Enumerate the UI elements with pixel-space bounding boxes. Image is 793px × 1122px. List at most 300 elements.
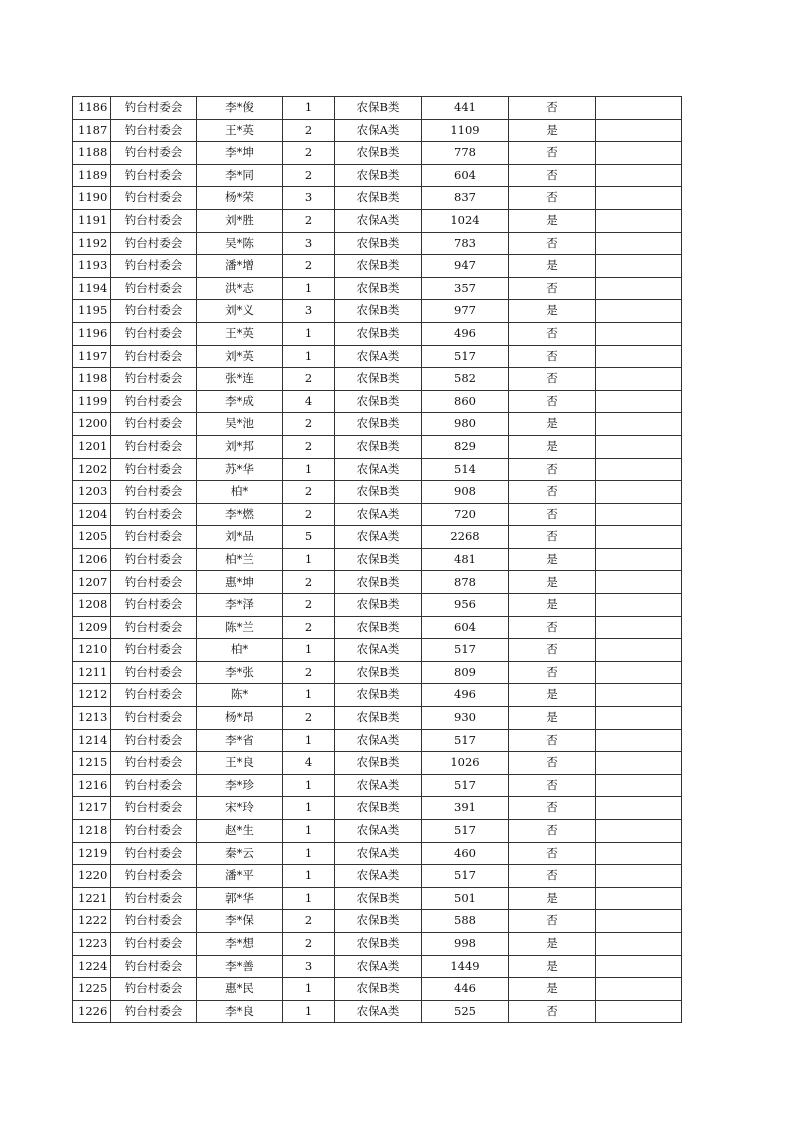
flag-cell: 是 (509, 707, 596, 730)
committee-cell: 钓台村委会 (111, 752, 197, 775)
blank-cell (596, 187, 682, 210)
household-size-cell: 1 (283, 1000, 335, 1023)
table-row (73, 503, 682, 526)
insurance-type-cell: 农保B类 (335, 232, 422, 255)
row-number-cell: 1217 (73, 797, 111, 820)
flag-cell: 否 (509, 142, 596, 165)
flag-cell: 否 (509, 639, 596, 662)
blank-cell (596, 616, 682, 639)
name-cell: 惠*坤 (197, 571, 283, 594)
household-size-cell: 1 (283, 345, 335, 368)
blank-cell (596, 481, 682, 504)
blank-cell (596, 865, 682, 888)
flag-cell: 否 (509, 390, 596, 413)
row-number-cell: 1206 (73, 548, 111, 571)
insurance-type-cell: 农保B类 (335, 481, 422, 504)
row-number-cell: 1207 (73, 571, 111, 594)
amount-cell: 582 (422, 368, 509, 391)
row-number-cell: 1220 (73, 865, 111, 888)
table-row (73, 571, 682, 594)
table-row (73, 1000, 682, 1023)
committee-cell: 钓台村委会 (111, 797, 197, 820)
name-cell: 王*英 (197, 322, 283, 345)
name-cell: 潘*平 (197, 865, 283, 888)
household-size-cell: 2 (283, 481, 335, 504)
insurance-type-cell: 农保B类 (335, 932, 422, 955)
household-size-cell: 2 (283, 571, 335, 594)
committee-cell: 钓台村委会 (111, 571, 197, 594)
insurance-type-cell: 农保A类 (335, 526, 422, 549)
amount-cell: 930 (422, 707, 509, 730)
household-size-cell: 3 (283, 232, 335, 255)
household-size-cell: 1 (283, 820, 335, 843)
flag-cell: 否 (509, 752, 596, 775)
name-cell: 惠*民 (197, 978, 283, 1001)
amount-cell: 391 (422, 797, 509, 820)
name-cell: 洪*志 (197, 277, 283, 300)
blank-cell (596, 797, 682, 820)
blank-cell (596, 526, 682, 549)
name-cell: 李*珍 (197, 774, 283, 797)
insurance-type-cell: 农保B类 (335, 684, 422, 707)
committee-cell: 钓台村委会 (111, 300, 197, 323)
row-number-cell: 1213 (73, 707, 111, 730)
blank-cell (596, 932, 682, 955)
amount-cell: 517 (422, 774, 509, 797)
household-size-cell: 2 (283, 707, 335, 730)
flag-cell: 是 (509, 255, 596, 278)
name-cell: 陈*兰 (197, 616, 283, 639)
insurance-type-cell: 农保A类 (335, 639, 422, 662)
blank-cell (596, 594, 682, 617)
amount-cell: 809 (422, 661, 509, 684)
committee-cell: 钓台村委会 (111, 842, 197, 865)
flag-cell: 是 (509, 571, 596, 594)
row-number-cell: 1210 (73, 639, 111, 662)
insurance-type-cell: 农保B类 (335, 187, 422, 210)
table-row (73, 526, 682, 549)
household-size-cell: 2 (283, 209, 335, 232)
household-size-cell: 3 (283, 300, 335, 323)
blank-cell (596, 1000, 682, 1023)
row-number-cell: 1187 (73, 119, 111, 142)
table-row (73, 142, 682, 165)
insurance-type-cell: 农保B类 (335, 413, 422, 436)
committee-cell: 钓台村委会 (111, 164, 197, 187)
amount-cell: 778 (422, 142, 509, 165)
row-number-cell: 1194 (73, 277, 111, 300)
flag-cell: 是 (509, 594, 596, 617)
name-cell: 杨*昂 (197, 707, 283, 730)
blank-cell (596, 707, 682, 730)
row-number-cell: 1222 (73, 910, 111, 933)
blank-cell (596, 390, 682, 413)
blank-cell (596, 119, 682, 142)
insurance-type-cell: 农保B类 (335, 255, 422, 278)
flag-cell: 是 (509, 435, 596, 458)
row-number-cell: 1189 (73, 164, 111, 187)
table-row (73, 594, 682, 617)
amount-cell: 860 (422, 390, 509, 413)
table-row (73, 707, 682, 730)
flag-cell: 否 (509, 797, 596, 820)
name-cell: 杨*荣 (197, 187, 283, 210)
flag-cell: 是 (509, 684, 596, 707)
household-size-cell: 3 (283, 955, 335, 978)
blank-cell (596, 955, 682, 978)
name-cell: 王*良 (197, 752, 283, 775)
table-row (73, 413, 682, 436)
row-number-cell: 1221 (73, 887, 111, 910)
committee-cell: 钓台村委会 (111, 481, 197, 504)
committee-cell: 钓台村委会 (111, 458, 197, 481)
table-row (73, 842, 682, 865)
flag-cell: 否 (509, 729, 596, 752)
household-size-cell: 1 (283, 548, 335, 571)
committee-cell: 钓台村委会 (111, 1000, 197, 1023)
household-size-cell: 1 (283, 322, 335, 345)
committee-cell: 钓台村委会 (111, 774, 197, 797)
name-cell: 李*张 (197, 661, 283, 684)
row-number-cell: 1198 (73, 368, 111, 391)
name-cell: 刘*英 (197, 345, 283, 368)
flag-cell: 否 (509, 164, 596, 187)
household-size-cell: 2 (283, 413, 335, 436)
amount-cell: 878 (422, 571, 509, 594)
insurance-type-cell: 农保B类 (335, 277, 422, 300)
blank-cell (596, 887, 682, 910)
table-row (73, 865, 682, 888)
row-number-cell: 1192 (73, 232, 111, 255)
amount-cell: 517 (422, 729, 509, 752)
name-cell: 秦*云 (197, 842, 283, 865)
name-cell: 李*燃 (197, 503, 283, 526)
name-cell: 李*坤 (197, 142, 283, 165)
blank-cell (596, 978, 682, 1001)
row-number-cell: 1215 (73, 752, 111, 775)
committee-cell: 钓台村委会 (111, 616, 197, 639)
household-size-cell: 2 (283, 594, 335, 617)
household-size-cell: 1 (283, 865, 335, 888)
blank-cell (596, 661, 682, 684)
name-cell: 李*省 (197, 729, 283, 752)
amount-cell: 2268 (422, 526, 509, 549)
household-size-cell: 4 (283, 752, 335, 775)
table-row (73, 752, 682, 775)
household-size-cell: 1 (283, 797, 335, 820)
household-size-cell: 2 (283, 255, 335, 278)
name-cell: 赵*生 (197, 820, 283, 843)
committee-cell: 钓台村委会 (111, 865, 197, 888)
blank-cell (596, 774, 682, 797)
row-number-cell: 1190 (73, 187, 111, 210)
blank-cell (596, 571, 682, 594)
row-number-cell: 1225 (73, 978, 111, 1001)
blank-cell (596, 842, 682, 865)
insurance-type-cell: 农保A类 (335, 119, 422, 142)
insurance-type-cell: 农保B类 (335, 164, 422, 187)
table-row (73, 322, 682, 345)
amount-cell: 501 (422, 887, 509, 910)
committee-cell: 钓台村委会 (111, 729, 197, 752)
amount-cell: 496 (422, 322, 509, 345)
row-number-cell: 1218 (73, 820, 111, 843)
amount-cell: 908 (422, 481, 509, 504)
name-cell: 柏* (197, 481, 283, 504)
row-number-cell: 1186 (73, 97, 111, 120)
amount-cell: 525 (422, 1000, 509, 1023)
table-row (73, 232, 682, 255)
committee-cell: 钓台村委会 (111, 887, 197, 910)
name-cell: 李*泽 (197, 594, 283, 617)
amount-cell: 481 (422, 548, 509, 571)
household-size-cell: 1 (283, 97, 335, 120)
household-size-cell: 2 (283, 661, 335, 684)
name-cell: 郭*华 (197, 887, 283, 910)
insurance-type-cell: 农保B类 (335, 707, 422, 730)
row-number-cell: 1224 (73, 955, 111, 978)
amount-cell: 604 (422, 616, 509, 639)
table-row (73, 820, 682, 843)
row-number-cell: 1195 (73, 300, 111, 323)
name-cell: 李*保 (197, 910, 283, 933)
amount-cell: 517 (422, 820, 509, 843)
committee-cell: 钓台村委会 (111, 209, 197, 232)
committee-cell: 钓台村委会 (111, 232, 197, 255)
blank-cell (596, 322, 682, 345)
insurance-type-cell: 农保B类 (335, 142, 422, 165)
amount-cell: 446 (422, 978, 509, 1001)
blank-cell (596, 820, 682, 843)
committee-cell: 钓台村委会 (111, 97, 197, 120)
flag-cell: 是 (509, 119, 596, 142)
household-size-cell: 4 (283, 390, 335, 413)
amount-cell: 720 (422, 503, 509, 526)
committee-cell: 钓台村委会 (111, 413, 197, 436)
household-size-cell: 1 (283, 842, 335, 865)
committee-cell: 钓台村委会 (111, 932, 197, 955)
amount-cell: 1024 (422, 209, 509, 232)
insurance-type-cell: 农保A类 (335, 774, 422, 797)
amount-cell: 441 (422, 97, 509, 120)
table-row (73, 978, 682, 1001)
blank-cell (596, 142, 682, 165)
table-row (73, 345, 682, 368)
committee-cell: 钓台村委会 (111, 503, 197, 526)
name-cell: 张*连 (197, 368, 283, 391)
household-size-cell: 2 (283, 435, 335, 458)
flag-cell: 否 (509, 322, 596, 345)
committee-cell: 钓台村委会 (111, 548, 197, 571)
table-row (73, 639, 682, 662)
household-size-cell: 2 (283, 142, 335, 165)
insurance-type-cell: 农保B类 (335, 616, 422, 639)
name-cell: 刘*品 (197, 526, 283, 549)
insurance-type-cell: 农保B类 (335, 887, 422, 910)
table-row (73, 97, 682, 120)
flag-cell: 否 (509, 842, 596, 865)
amount-cell: 980 (422, 413, 509, 436)
row-number-cell: 1191 (73, 209, 111, 232)
flag-cell: 否 (509, 503, 596, 526)
row-number-cell: 1216 (73, 774, 111, 797)
household-size-cell: 2 (283, 164, 335, 187)
insurance-type-cell: 农保B类 (335, 910, 422, 933)
flag-cell: 否 (509, 481, 596, 504)
table-row (73, 209, 682, 232)
flag-cell: 否 (509, 187, 596, 210)
table-row (73, 368, 682, 391)
household-size-cell: 2 (283, 503, 335, 526)
insurance-type-cell: 农保B类 (335, 752, 422, 775)
table-row (73, 164, 682, 187)
table-row (73, 932, 682, 955)
household-size-cell: 2 (283, 932, 335, 955)
committee-cell: 钓台村委会 (111, 119, 197, 142)
table-row (73, 797, 682, 820)
blank-cell (596, 684, 682, 707)
blank-cell (596, 209, 682, 232)
flag-cell: 否 (509, 910, 596, 933)
blank-cell (596, 729, 682, 752)
table-row (73, 119, 682, 142)
insurance-type-cell: 农保A类 (335, 729, 422, 752)
blank-cell (596, 458, 682, 481)
row-number-cell: 1204 (73, 503, 111, 526)
name-cell: 吴*陈 (197, 232, 283, 255)
committee-cell: 钓台村委会 (111, 955, 197, 978)
committee-cell: 钓台村委会 (111, 978, 197, 1001)
insurance-type-cell: 农保B类 (335, 435, 422, 458)
household-size-cell: 2 (283, 616, 335, 639)
flag-cell: 否 (509, 865, 596, 888)
insurance-type-cell: 农保B类 (335, 594, 422, 617)
flag-cell: 否 (509, 661, 596, 684)
blank-cell (596, 503, 682, 526)
name-cell: 刘*义 (197, 300, 283, 323)
row-number-cell: 1212 (73, 684, 111, 707)
flag-cell: 否 (509, 774, 596, 797)
insurance-type-cell: 农保A类 (335, 503, 422, 526)
row-number-cell: 1209 (73, 616, 111, 639)
table-row (73, 458, 682, 481)
household-size-cell: 1 (283, 729, 335, 752)
amount-cell: 947 (422, 255, 509, 278)
amount-cell: 1026 (422, 752, 509, 775)
table-row (73, 481, 682, 504)
amount-cell: 1109 (422, 119, 509, 142)
household-size-cell: 1 (283, 978, 335, 1001)
committee-cell: 钓台村委会 (111, 322, 197, 345)
blank-cell (596, 435, 682, 458)
flag-cell: 否 (509, 97, 596, 120)
committee-cell: 钓台村委会 (111, 820, 197, 843)
flag-cell: 是 (509, 548, 596, 571)
table-row (73, 187, 682, 210)
name-cell: 柏*兰 (197, 548, 283, 571)
blank-cell (596, 413, 682, 436)
household-size-cell: 2 (283, 368, 335, 391)
row-number-cell: 1208 (73, 594, 111, 617)
flag-cell: 是 (509, 978, 596, 1001)
insurance-type-cell: 农保B类 (335, 368, 422, 391)
row-number-cell: 1201 (73, 435, 111, 458)
blank-cell (596, 752, 682, 775)
row-number-cell: 1219 (73, 842, 111, 865)
flag-cell: 否 (509, 458, 596, 481)
table-row (73, 955, 682, 978)
insurance-type-cell: 农保B类 (335, 797, 422, 820)
row-number-cell: 1188 (73, 142, 111, 165)
insurance-type-cell: 农保A类 (335, 209, 422, 232)
table-row (73, 729, 682, 752)
insurance-type-cell: 农保A类 (335, 842, 422, 865)
row-number-cell: 1205 (73, 526, 111, 549)
name-cell: 李*良 (197, 1000, 283, 1023)
row-number-cell: 1203 (73, 481, 111, 504)
row-number-cell: 1223 (73, 932, 111, 955)
committee-cell: 钓台村委会 (111, 390, 197, 413)
committee-cell: 钓台村委会 (111, 142, 197, 165)
amount-cell: 604 (422, 164, 509, 187)
amount-cell: 1449 (422, 955, 509, 978)
name-cell: 李*俊 (197, 97, 283, 120)
household-size-cell: 5 (283, 526, 335, 549)
committee-cell: 钓台村委会 (111, 435, 197, 458)
row-number-cell: 1199 (73, 390, 111, 413)
blank-cell (596, 97, 682, 120)
insurance-type-cell: 农保A类 (335, 865, 422, 888)
insurance-type-cell: 农保A类 (335, 1000, 422, 1023)
insurance-type-cell: 农保B类 (335, 661, 422, 684)
insurance-type-cell: 农保B类 (335, 978, 422, 1001)
household-size-cell: 1 (283, 774, 335, 797)
table-row (73, 390, 682, 413)
name-cell: 吴*池 (197, 413, 283, 436)
table-row (73, 616, 682, 639)
data-table (72, 96, 682, 1023)
name-cell: 苏*华 (197, 458, 283, 481)
name-cell: 陈* (197, 684, 283, 707)
name-cell: 李*想 (197, 932, 283, 955)
household-size-cell: 1 (283, 887, 335, 910)
name-cell: 刘*邦 (197, 435, 283, 458)
flag-cell: 否 (509, 616, 596, 639)
insurance-type-cell: 农保B类 (335, 300, 422, 323)
household-size-cell: 3 (283, 187, 335, 210)
amount-cell: 588 (422, 910, 509, 933)
committee-cell: 钓台村委会 (111, 368, 197, 391)
committee-cell: 钓台村委会 (111, 594, 197, 617)
committee-cell: 钓台村委会 (111, 187, 197, 210)
flag-cell: 是 (509, 413, 596, 436)
row-number-cell: 1226 (73, 1000, 111, 1023)
name-cell: 潘*增 (197, 255, 283, 278)
insurance-type-cell: 农保B类 (335, 390, 422, 413)
household-size-cell: 1 (283, 684, 335, 707)
row-number-cell: 1196 (73, 322, 111, 345)
table-row (73, 910, 682, 933)
row-number-cell: 1200 (73, 413, 111, 436)
table-row (73, 300, 682, 323)
insurance-type-cell: 农保A类 (335, 458, 422, 481)
blank-cell (596, 368, 682, 391)
committee-cell: 钓台村委会 (111, 707, 197, 730)
amount-cell: 357 (422, 277, 509, 300)
name-cell: 李*同 (197, 164, 283, 187)
row-number-cell: 1197 (73, 345, 111, 368)
committee-cell: 钓台村委会 (111, 277, 197, 300)
